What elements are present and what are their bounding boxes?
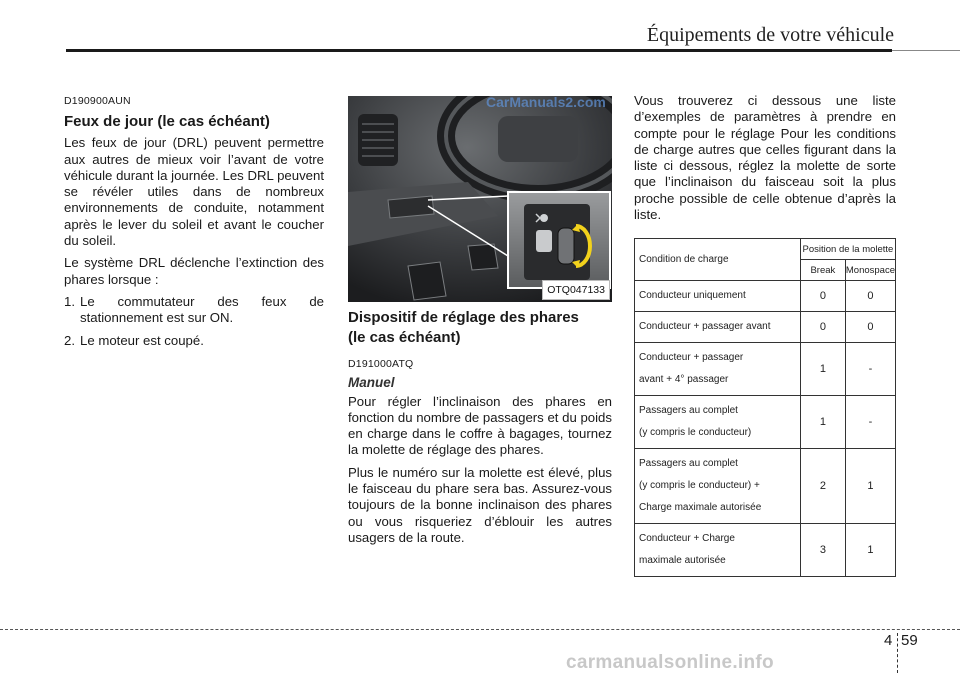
break-cell: 1 — [800, 343, 845, 396]
table-row — [635, 396, 896, 449]
leveling-paragraph: Pour régler l’inclinaison des phares en fonction du nombre de passagers et du poids en charge dans le coffre à bagages, tournez la molette de réglage des phares. — [348, 393, 612, 458]
list-text: Le moteur est coupé. — [80, 332, 204, 348]
table-row — [635, 524, 896, 577]
condition-cell: Conducteur + Charge maximale autorisée — [635, 524, 801, 577]
load-intro-section — [634, 93, 896, 229]
header-rule-end — [892, 50, 960, 51]
header-position: Position de la molette — [800, 239, 895, 260]
condition-cell: Passagers au complet (y compris le conducteur) — [635, 396, 801, 449]
title-line: (le cas échéant) — [348, 329, 461, 346]
header-rule — [66, 49, 892, 52]
list-text: Le commutateur des feux de stationnement est sur ON. — [80, 293, 324, 326]
intro-paragraph: Vous trouverez ci dessous une liste d’exemples de paramètres à prendre en compte pour le réglage Pour les conditions de charge autres que celles figurant dans la liste ci dessous, réglez la molette de sorte que l’inclinaison du faisceau soit la plus proche possible de celle obtenue d’après la liste. — [634, 93, 896, 223]
table-row — [635, 449, 896, 524]
condition-cell: Conducteur uniquement — [635, 281, 801, 312]
page-number: 59 — [901, 632, 918, 649]
headlight-leveling-figure — [348, 96, 612, 302]
load-condition-table — [634, 238, 896, 577]
monospace-cell: - — [845, 343, 895, 396]
title-line: Dispositif de réglage des phares — [348, 309, 579, 326]
condition-cell: Conducteur + passager avant + 4° passager — [635, 343, 801, 396]
condition-cell: Conducteur + passager avant — [635, 312, 801, 343]
dashboard-illustration — [348, 96, 612, 302]
section-title: Feux de jour (le cas échéant) — [64, 113, 270, 131]
list-number: 1. — [64, 293, 75, 309]
section-code: D190900AUN — [64, 95, 131, 107]
page-separator — [897, 633, 899, 673]
table-row — [635, 312, 896, 343]
section-code: D191000ATQ — [348, 358, 414, 370]
figure-code: OTQ047133 — [542, 280, 610, 300]
site-watermark[interactable]: carmanualsonline.info — [566, 652, 774, 673]
header-condition: Condition de charge — [635, 239, 801, 281]
break-cell: 1 — [800, 396, 845, 449]
drl-section — [64, 93, 324, 355]
monospace-cell: 1 — [845, 449, 895, 524]
list-item — [64, 294, 324, 327]
monospace-cell: 0 — [845, 312, 895, 343]
section-title — [348, 308, 612, 348]
break-cell: 0 — [800, 281, 845, 312]
drl-paragraph: Le système DRL déclenche l’extinction des phares lorsque : — [64, 255, 324, 287]
list-item — [64, 333, 324, 349]
list-number: 2. — [64, 332, 75, 348]
leveling-paragraph: Plus le numéro sur la molette est élevé, plus le faisceau du phare sera bas. Assurez-vous toujours de la bonne inclinaison des phares ou vous risqueriez d’éblouir les autres usagers de la route. — [348, 464, 612, 545]
chapter-title: Équipements de votre véhicule — [646, 24, 894, 46]
table-row — [635, 343, 896, 396]
watermark: CarManuals2.com — [486, 96, 606, 110]
break-cell: 2 — [800, 449, 845, 524]
drl-paragraph: Les feux de jour (DRL) peuvent permettre aux autres de mieux voir l’avant de votre véhicule durant la journée. Les DRL peuvent se révéler utiles dans de nombreux environnements de conduite, notamment après le lever du soleil et avant le coucher du soleil. — [64, 135, 324, 249]
monospace-cell: - — [845, 396, 895, 449]
leveling-section — [348, 96, 612, 552]
condition-cell: Passagers au complet (y compris le conducteur) + Charge maximale autorisée — [635, 449, 801, 524]
break-cell: 3 — [800, 524, 845, 577]
table-header-row — [635, 239, 896, 260]
monospace-cell: 0 — [845, 281, 895, 312]
section-subtitle: Manuel — [348, 375, 395, 391]
footer-rule — [0, 629, 960, 630]
break-cell: 0 — [800, 312, 845, 343]
monospace-cell: 1 — [845, 524, 895, 577]
header-break: Break — [800, 260, 845, 281]
chapter-number: 4 — [884, 632, 893, 649]
header-monospace: Monospace — [845, 260, 895, 281]
table-row — [635, 281, 896, 312]
